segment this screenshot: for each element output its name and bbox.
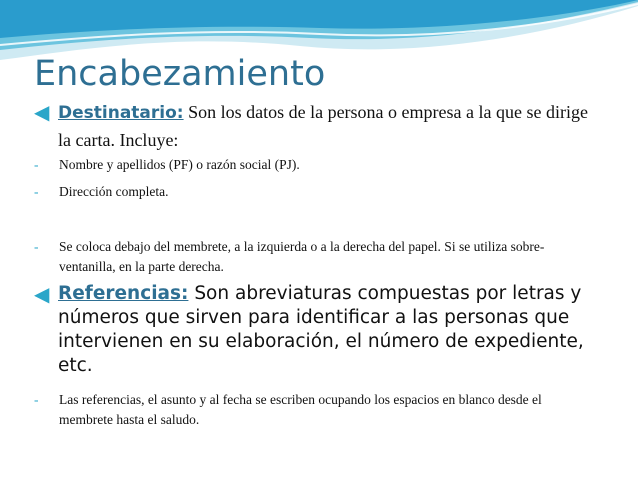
triangle-bullet-icon: ◀: [34, 282, 50, 306]
slide-title: Encabezamiento: [34, 54, 326, 94]
bullet-referencias: [34, 282, 594, 378]
dash-marker: -: [34, 239, 39, 254]
sub-item-ubicacion: [34, 237, 594, 277]
dash-marker: -: [34, 157, 39, 172]
sub-item-text: Dirección completa.: [59, 184, 169, 199]
bullet-term: Destinatario:: [58, 103, 184, 123]
bullet-body: Son abreviaturas compuestas por letras y números que sirven para identificar a las personas que intervienen en su elaboración, el número de expediente, etc.: [58, 283, 584, 376]
triangle-bullet-icon: ◀: [34, 100, 50, 124]
bullet-body: Son los datos de la persona o empresa a la que se dirige la carta. Incluye:: [58, 102, 588, 150]
bullet-text: [34, 99, 594, 154]
sub-item-text: Se coloca debajo del membrete, a la izquierda o a la derecha del papel. Si se utiliza sobre-ventanilla, en la parte derecha.: [59, 239, 545, 274]
sub-item-referencias: [34, 390, 594, 430]
dash-marker: -: [34, 392, 39, 407]
bullet-destinatario: [34, 99, 594, 154]
bullet-term: Referencias:: [58, 283, 189, 304]
sub-item-nombre: [34, 155, 594, 175]
sub-item-text: Las referencias, el asunto y al fecha se escriben ocupando los espacios en blanco desde el membrete hasta el saludo.: [59, 392, 542, 427]
sub-item-direccion: [34, 182, 594, 202]
bullet-text: [34, 282, 594, 378]
sub-item-text: Nombre y apellidos (PF) o razón social (PJ).: [59, 157, 300, 172]
dash-marker: -: [34, 184, 39, 199]
